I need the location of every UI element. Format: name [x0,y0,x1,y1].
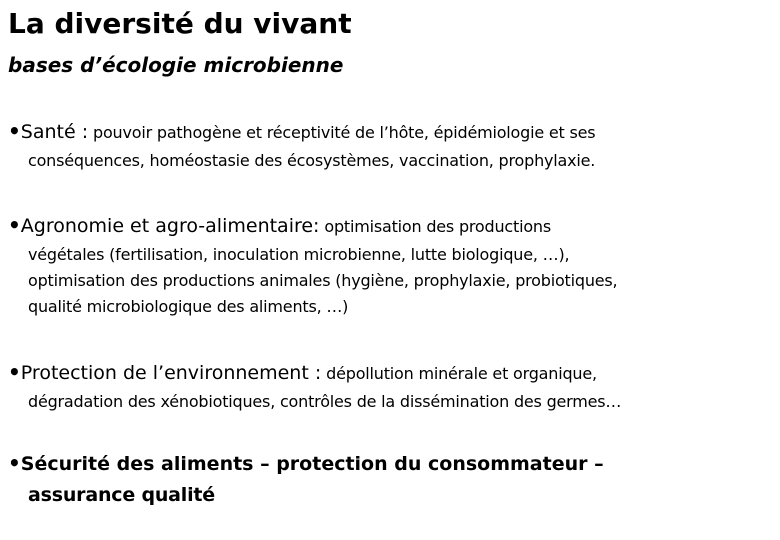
bullet-heading: Protection de l’environnement : [20,362,322,384]
bullet-icon: • [8,451,21,475]
bullet-text-line: dégradation des xénobiotiques, contrôles de la dissémination des germes… [28,392,622,411]
bullet-icon: • [8,213,21,237]
bullet-heading-continued: assurance qualité [28,484,215,506]
bullet-icon: • [8,360,21,384]
bullet-environnement [8,355,768,415]
bullet-text: optimisation des productions [319,217,551,236]
bullet-heading: Agronomie et agro-alimentaire: [20,215,320,237]
bullet-text: dépollution minérale et organique, [321,364,597,383]
bullet-icon: • [8,119,21,143]
bullet-first-line [8,446,768,480]
bullet-text-line: végétales (fertilisation, inoculation microbienne, lutte biologique, …), [28,245,570,264]
bullet-heading: Sécurité des aliments – protection du consommateur – [20,453,604,475]
bullet-agronomie [8,208,768,320]
bullet-text-line: optimisation des productions animales (hygiène, prophylaxie, probiotiques, [28,271,618,290]
bullet-text: pouvoir pathogène et réceptivité de l’hôte, épidémiologie et ses [88,123,596,142]
slide-subtitle: bases d’écologie microbienne [8,53,344,77]
bullet-first-line [8,355,768,389]
bullet-text-line: conséquences, homéostasie des écosystèmes, vaccination, prophylaxie. [28,151,596,170]
bullet-sante [8,114,768,174]
slide-title: La diversité du vivant [8,7,352,40]
bullet-first-line [8,208,768,242]
bullet-securite [8,446,768,510]
bullet-heading: Santé : [20,121,89,143]
bullet-first-line [8,114,768,148]
bullet-text-line: qualité microbiologique des aliments, …) [28,297,349,316]
